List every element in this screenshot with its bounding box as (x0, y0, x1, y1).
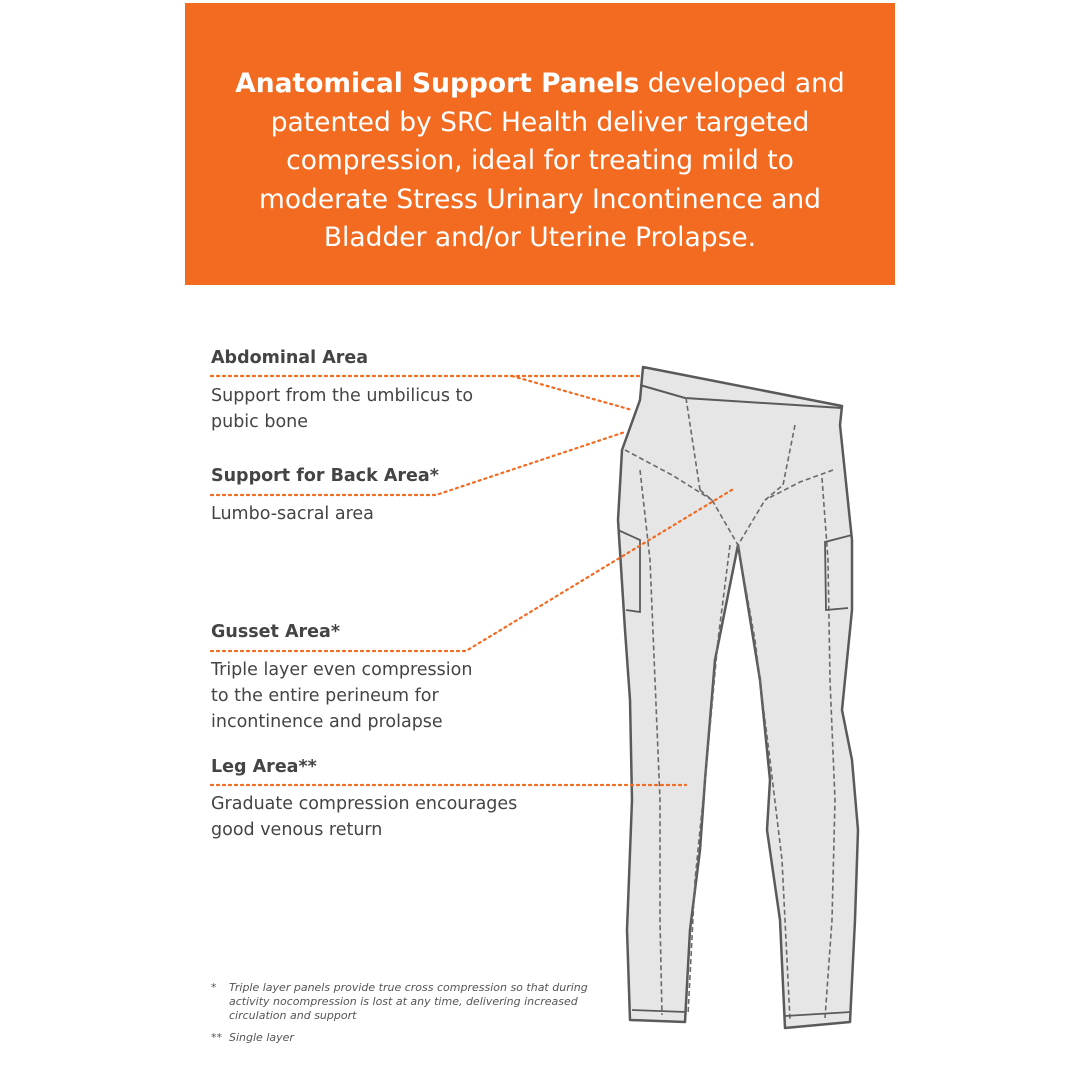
banner-line-2: patented by SRC Health deliver targeted (270, 106, 810, 138)
footnote-single (211, 981, 631, 1027)
gusset-area-desc-2: to the entire perineum for (211, 686, 439, 706)
footnote-single-line-2: activity nocompression is lost at any time, delivering increased (229, 995, 578, 1008)
gusset-area-desc-3: incontinence and prolapse (211, 712, 443, 732)
abdominal-area-desc-1: Support from the umbilicus to (211, 386, 474, 406)
footnote-single-mark: * (211, 981, 217, 994)
banner-line-1: developed and (639, 68, 845, 99)
abdominal-area-title: Abdominal Area (211, 348, 369, 368)
leg-area-desc-2: good venous return (211, 820, 383, 840)
banner-line-4: moderate Stress Urinary Incontinence and (259, 183, 821, 215)
back-area-title: Support for Back Area* (211, 466, 439, 486)
footnote-double (211, 1031, 411, 1047)
abdominal-area-desc-2: pubic bone (211, 412, 309, 432)
banner-line-3: compression, ideal for treating mild to (286, 145, 794, 176)
leg-area-title: Leg Area** (211, 757, 317, 777)
banner-line-5: Bladder and/or Uterine Prolapse. (323, 222, 757, 253)
back-area-desc-1: Lumbo-sacral area (211, 504, 374, 524)
banner-bold-text: Anatomical Support Panels (235, 68, 640, 99)
footnote-single-line-3: circulation and support (229, 1009, 357, 1022)
footnote-double-text: Single layer (229, 1031, 294, 1044)
leg-area-desc-1: Graduate compression encourages (211, 794, 518, 814)
footnote-single-line-1: Triple layer panels provide true cross compression so that during (229, 981, 588, 994)
footnote-double-mark: ** (211, 1031, 222, 1044)
gusset-area-title: Gusset Area* (211, 622, 340, 642)
abdominal-leader-diagonal (512, 376, 632, 410)
gusset-area-desc-1: Triple layer even compression (211, 660, 473, 680)
